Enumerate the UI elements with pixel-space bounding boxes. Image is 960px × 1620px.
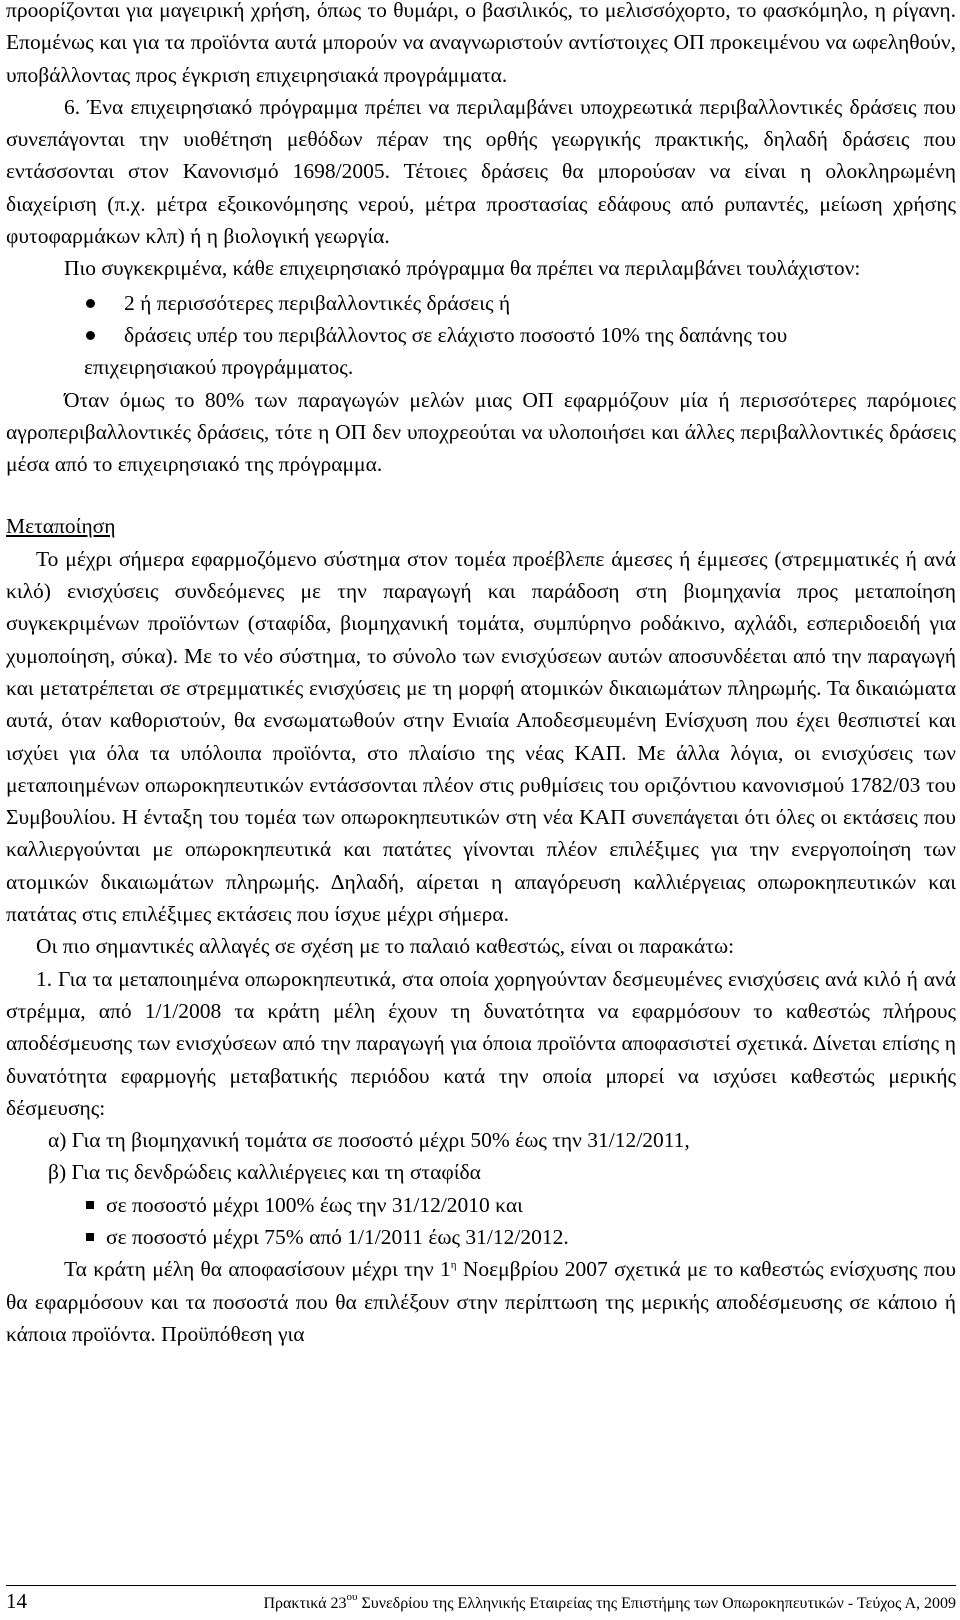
running-title-superscript: ου [346, 1591, 358, 1603]
item-a: α) Για τη βιομηχανική τομάτα σε ποσοστό μέχρι 50% έως την 31/12/2011, [48, 1128, 690, 1153]
item-b: β) Για τις δενδρώδεις καλλιέργειες και τη σταφίδα [48, 1160, 481, 1185]
footer-divider [6, 1585, 956, 1586]
list-item [6, 287, 956, 319]
running-title-start: Πρακτικά 23 [263, 1595, 347, 1612]
bullet-icon [86, 299, 95, 308]
bullet-icon [86, 331, 95, 340]
bullet-list [6, 287, 956, 384]
paragraph-processing: Το μέχρι σήμερα εφαρμοζόμενο σύστημα στον τομέα προέβλεπε άμεσες ή έμμεσες (στρεμματικές ή ανά κιλό) ενισχύσεις συνδεόμενες με την παραγωγή και παράδοση στη βιομηχανία προς μεταποίηση συγκεκριμένων προϊόντων (σταφίδα, βιομηχανική τομάτα, συμπύρηνο ροδάκινο, αχλάδι, εσπεριδοειδή για χυμοποίηση, σύκα). Με το νέο σύστημα, το σύνολο των ενισχύσεων αυτών αποσυνδέεται από την παραγωγή και μετατρέπεται σε στρεμματικές ενισχύσεις με τη μορφή ατομικών δικαιωμάτων πληρωμής. Τα δικαιώματα αυτά, όταν καθοριστούν, θα ενσωματωθούν στην Ενιαία Αποδεσμευμένη Ενίσχυση που έχει θεσπιστεί και ισχύει για όλα τα υπόλοιπα προϊόντα, στο πλαίσιο της νέας ΚΑΠ. Με άλλα λόγια, οι ενισχύσεις των μεταποιημένων οπωροκηπευτικών εντάσσονται πλέον στις ρυθμίσεις του οριζόντιου κανονισμού 1782/03 του Συμβουλίου. Η ένταξη του τομέα των οπωροκηπευτικών στη νέα ΚΑΠ συνεπάγεται ότι όλες οι εκτάσεις που καλλιεργούνται με οπωροκηπευτικά και πατάτες γίνονται πλέον επιλέξιμες για την ενεργοποίηση των ατομικών δικαιωμάτων πληρωμής. Δηλαδή, αίρεται η απαγόρευση καλλιέργειας οπωροκηπευτικών και πατάτας στις επιλέξιμες εκτάσεις που ίσχυε μέχρι σήμερα. [6, 546, 956, 927]
list-item-text: σε ποσοστό μέχρι 100% έως την 31/12/2010 και [106, 1192, 523, 1217]
list-item [6, 1221, 956, 1253]
paragraph-change-1: 1. Για τα μεταποιημένα οπωροκηπευτικά, στα οποία χορηγούνταν δεσμευμένες ενισχύσεις ανά κιλό ή ανά στρέμμα, από 1/1/2008 τα κράτη μέλη έχουν τη δυνατότητα να εφαρμόσουν το καθεστώς πλήρους αποδέσμευσης των ενισχύσεων από την παραγωγή για όποια προϊόντα αποφασιστεί σχετικά. Δίνεται επίσης η δυνατότητα εφαρμογής μεταβατικής περιόδου κατά την οποία μπορεί να ισχύσει καθεστώς μερικής δέσμευσης: [6, 966, 956, 1120]
list-item-text: δράσεις υπέρ του περιβάλλοντος σε ελάχιστο ποσοστό 10% της δαπάνης του [124, 322, 788, 347]
paragraph-point-6: 6. Ένα επιχειρησιακό πρόγραμμα πρέπει να περιλαμβάνει υποχρεωτικά περιβαλλοντικές δράσεις που συνεπάγονται την υιοθέτηση μεθόδων πέραν της ορθής γεωργικής πρακτικής, δηλαδή δράσεις που εντάσσονται στον Κανονισμό 1698/2005. Τέτοιες δράσεις θα μπορούσαν να είναι η ολοκληρωμένη διαχείριση (π.χ. μέτρα εξοικονόμησης νερού, μέτρα προστασίας εδάφους από ρυπαντές, μείωση χρήσης φυτοφαρμάκων κλπ) ή η βιολογική γεωργία. [6, 94, 956, 249]
list-item [6, 319, 956, 351]
section-heading: Μεταποίηση [6, 514, 116, 539]
deadline-text-end: Νοεμβρίου 2007 σχετικά με το καθεστώς ενίσχυσης που θα εφαρμόσουν και τα ποσοστά που θα επιλέξουν στην περίπτωση της μερικής αποδέσμευσης σε κάποιο ή κάποια προϊόντα. Προϋπόθεση για [6, 1257, 956, 1346]
paragraph-80-percent: Όταν όμως το 80% των παραγωγών μελών μιας ΟΠ εφαρμόζουν μία ή περισσότερες παρόμοιες αγροπεριβαλλοντικές δράσεις, τότε η ΟΠ δεν υποχρεούται να υλοποιήσει και άλλες περιβαλλοντικές δράσεις μέσα από το επιχειρησιακό της πρόγραμμα. [6, 387, 956, 477]
running-title-end: Συνεδρίου της Ελληνικής Εταιρείας της Επιστήμης των Οπωροκηπευτικών - Τεύχος Α, 2009 [357, 1595, 956, 1612]
running-title [263, 1593, 956, 1615]
ordinal-superscript: η [450, 1259, 457, 1272]
paragraph-herbs: προορίζονται για μαγειρική χρήση, όπως το θυμάρι, ο βασιλικός, το μελισσόχορτο, το φασκόμηλο, η ρίγανη. Επομένως και για τα προϊόντα αυτά μπορούν να αναγνωριστούν αντίστοιχες ΟΠ προκειμένου να ωφεληθούν, υποβάλλοντας προς έγκριση επιχειρησιακά προγράμματα. [6, 0, 956, 87]
square-bullet-icon [86, 1201, 94, 1209]
paragraph-deadline [6, 1253, 956, 1350]
paragraph-minimum-requirements: Πιο συγκεκριμένα, κάθε επιχειρησιακό πρόγραμμα θα πρέπει να περιλαμβάνει τουλάχιστον: [64, 256, 861, 281]
list-item [6, 1189, 956, 1221]
paragraph-changes-intro: Οι πιο σημαντικές αλλαγές σε σχέση με το παλαιό καθεστώς, είναι οι παρακάτω: [36, 934, 735, 959]
list-item-text: 2 ή περισσότερες περιβαλλοντικές δράσεις ή [124, 290, 511, 315]
square-bullet-list [6, 1189, 956, 1254]
deadline-text-start: Τα κράτη μέλη θα αποφασίσουν μέχρι την 1 [64, 1257, 451, 1282]
page-number: 14 [6, 1589, 27, 1613]
list-item-continuation: επιχειρησιακού προγράμματος. [84, 355, 354, 380]
square-bullet-icon [86, 1233, 94, 1241]
list-item-text: σε ποσοστό μέχρι 75% από 1/1/2011 έως 31/12/2012. [106, 1224, 569, 1249]
document-page [6, 0, 956, 1350]
